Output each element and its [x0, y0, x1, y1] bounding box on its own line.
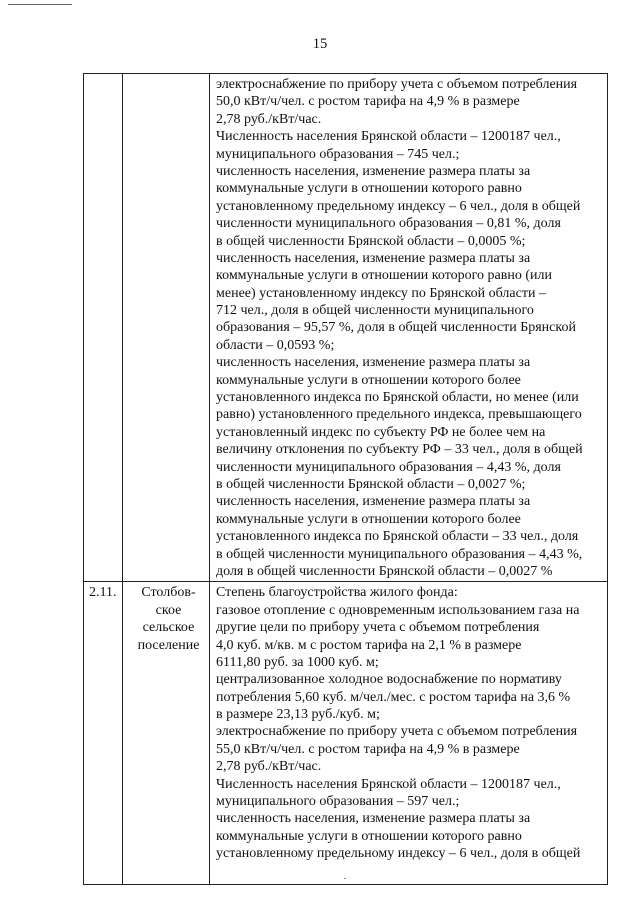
text-line: 4,0 куб. м/кв. м с ростом тарифа на 2,1 % в размере: [216, 637, 522, 653]
text-line: в размере 23,13 руб./куб. м;: [216, 707, 380, 723]
text-line: муниципального образования – 745 чел.;: [216, 146, 460, 162]
text-line: коммунальные услуги в отношении которого равно (или: [216, 268, 552, 284]
text-line: 6111,80 руб. за 1000 куб. м;: [216, 654, 379, 670]
text-line: численность населения, изменение размера платы за: [216, 355, 531, 371]
description-cell: [210, 582, 608, 885]
text-line: численность населения, изменение размера платы за: [216, 811, 531, 827]
text-line: коммунальные услуги в отношении которого более: [216, 511, 521, 527]
text-line: доля в общей численности Брянской области – 0,0027 %: [216, 563, 553, 579]
row-number-cell: [84, 582, 123, 885]
description-cell: [210, 74, 608, 582]
text-line: величину отклонения по субъекту РФ – 33 чел., доля в общей: [216, 442, 583, 458]
text-line: газовое отопление с одновременным использованием газа на: [216, 602, 580, 618]
corner-rule: [8, 4, 72, 5]
text-line: коммунальные услуги в отношении которого равно: [216, 828, 522, 844]
text-line: Степень благоустройства жилого фонда:: [216, 585, 458, 601]
text-line: 2,78 руб./кВт/час.: [216, 111, 322, 127]
text-line: численность населения, изменение размера платы за: [216, 250, 531, 266]
text-line: потребления 5,60 куб. м/чел./мес. с ростом тарифа на 3,6 %: [216, 689, 571, 705]
row-number: 2.11.: [89, 585, 117, 601]
text-line: коммунальные услуги в отношении которого более: [216, 372, 521, 388]
row-number-cell: [84, 74, 123, 582]
text-line: в общей численности муниципального образования – 4,43 %,: [216, 546, 583, 562]
text-line: численности муниципального образования – 0,81 %, доля: [216, 216, 561, 232]
settlement-name-cell: [123, 74, 210, 582]
text-line: в общей численности Брянской области – 0,0005 %;: [216, 233, 526, 249]
text-line: численность населения, изменение размера платы за: [216, 494, 531, 510]
text-line: установленному предельному индексу – 6 чел., доля в общей: [216, 846, 581, 862]
scan-speck: [344, 878, 346, 879]
table-row: [84, 582, 608, 885]
settlement-name-cell: [123, 582, 210, 885]
text-line: 55,0 кВт/ч/чел. с ростом тарифа на 4,9 % в размере: [216, 741, 520, 757]
text-line: 2,78 руб./кВт/час.: [216, 759, 322, 775]
settlement-name-line: сельское: [142, 620, 195, 636]
text-line: другие цели по прибору учета с объемом потребления: [216, 620, 540, 636]
text-line: коммунальные услуги в отношении которого равно: [216, 181, 522, 197]
settlement-name-line: поселение: [137, 637, 200, 653]
text-line: муниципального образования – 597 чел.;: [216, 794, 460, 810]
text-line: Численность населения Брянской области – 1200187 чел.,: [216, 129, 561, 145]
text-line: Численность населения Брянской области – 1200187 чел.,: [216, 776, 561, 792]
text-line: в общей численности Брянской области – 0,0027 %;: [216, 476, 526, 492]
text-line: установленный индекс по субъекту РФ не более чем на: [216, 424, 546, 440]
text-line: менее) установленному индексу по Брянской области –: [216, 285, 546, 301]
table-row: [84, 74, 608, 582]
text-line: 712 чел., доля в общей численности муниципального: [216, 303, 534, 319]
text-line: области – 0,0593 %;: [216, 337, 335, 353]
text-line: 50,0 кВт/ч/чел. с ростом тарифа на 4,9 % в размере: [216, 94, 520, 110]
text-line: установленному предельному индексу – 6 чел., доля в общей: [216, 198, 581, 214]
settlements-table: [83, 73, 608, 885]
text-line: электроснабжение по прибору учета с объемом потребления: [216, 724, 578, 740]
text-line: численности муниципального образования – 4,43 %, доля: [216, 459, 561, 475]
settlement-name-line: Столбов-: [141, 585, 196, 601]
text-line: образования – 95,57 %, доля в общей численности Брянской: [216, 320, 576, 336]
text-line: электроснабжение по прибору учета с объемом потребления: [216, 77, 578, 92]
text-line: установленного индекса по Брянской области, но менее (или: [216, 390, 579, 406]
text-line: централизованное холодное водоснабжение по нормативу: [216, 672, 562, 688]
text-line: равно) установленного предельного индекса, превышающего: [216, 407, 582, 423]
settlement-name-line: ское: [155, 602, 182, 618]
page-number: 15: [312, 36, 328, 52]
text-line: установленного индекса по Брянской области – 33 чел., доля: [216, 529, 579, 545]
text-line: численность населения, изменение размера платы за: [216, 163, 531, 179]
